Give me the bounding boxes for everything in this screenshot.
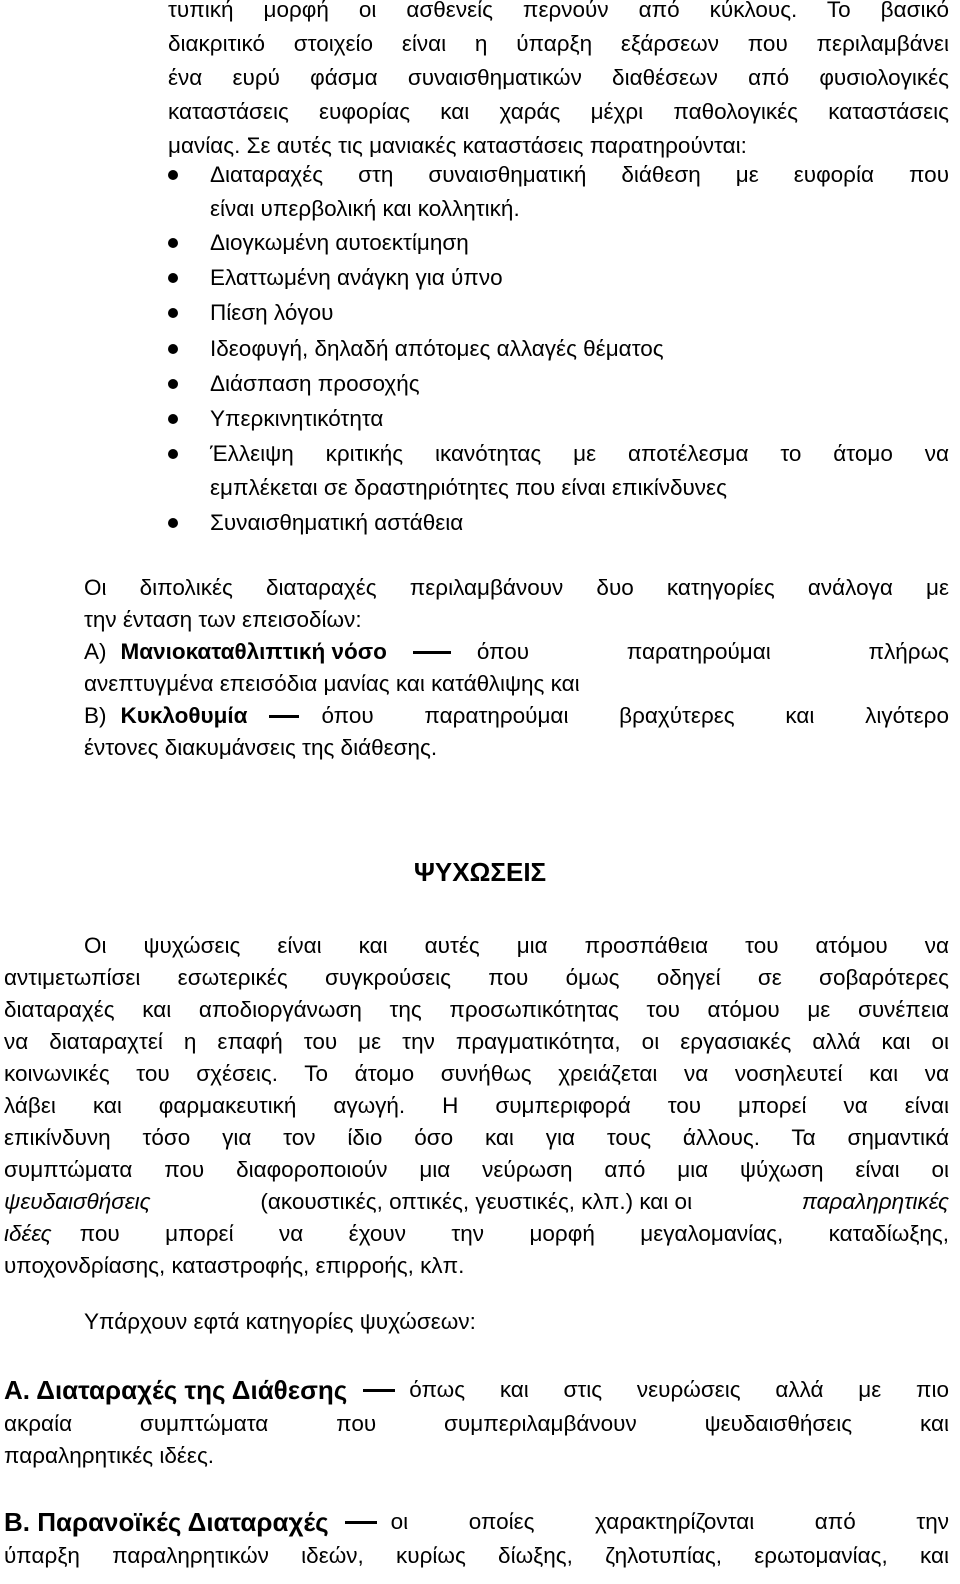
text-line: παραληρητικές ιδέες. (4, 1443, 215, 1468)
text-line: διακριτικό στοιχείο είναι η ύπαρξη εξάρσεων που περιλαμβάνει (168, 31, 949, 56)
bullet-icon (168, 449, 178, 459)
category-a-line (84, 636, 949, 668)
text-line: υποχονδρίασης, καταστροφής, επιρροής, κλπ. (4, 1253, 465, 1278)
text-line: έντονες διακυμάνσεις της διάθεσης. (84, 735, 438, 760)
category-a-rest: όπου παρατηρούμαι πλήρως (476, 639, 949, 664)
category-a-term: Μανιοκαταθλιπτική νόσο (120, 639, 387, 664)
text-line: ακραία συμπτώματα που συμπεριλαμβάνουν ψευδαισθήσεις και (4, 1411, 949, 1436)
category-a-prefix: Α) (84, 639, 107, 664)
section-title: ΨΥΧΩΣΕΙΣ (413, 857, 547, 887)
categories-intro: Υπάρχουν εφτά κατηγορίες ψυχώσεων: (84, 1309, 476, 1334)
term-delusional: παραληρητικές (801, 1189, 949, 1214)
text-line: ανεπτυγμένα επεισόδια μανίας και κατάθλιψης και (84, 671, 580, 696)
text-fragment: που μπορεί να έχουν την μορφή μεγαλομανίας, καταδίωξης, (79, 1221, 949, 1246)
category-b-label: Β. Παρανοϊκές Διαταραχές (4, 1507, 329, 1537)
list-item-text: εμπλέκεται σε δραστηριότητες που είναι επικίνδυνες (210, 475, 727, 500)
text-line (4, 1218, 949, 1250)
bullet-icon (168, 238, 178, 248)
text-line (4, 1372, 949, 1408)
text-line: συμπτώματα που διαφοροποιούν μια νεύρωση από μια ψύχωση είναι οι (4, 1157, 949, 1182)
category-a-label: Α. Διαταραχές της Διάθεσης (4, 1375, 348, 1405)
category-b-term: Κυκλοθυμία (120, 703, 248, 728)
dash-separator (413, 651, 451, 654)
list-item-text: Διάσπαση προσοχής (210, 371, 420, 396)
text-line: αντιμετωπίσει εσωτερικές συγκρούσεις που όμως οδηγεί σε σοβαρότερες (4, 965, 949, 990)
dash-separator (363, 1389, 395, 1392)
text-line: Οι διπολικές διαταραχές περιλαμβάνουν δυο κατηγορίες ανάλογα με (84, 575, 949, 600)
text-line (4, 1186, 949, 1218)
bullet-icon (168, 344, 178, 354)
list-item-text: Έλλειψη κριτικής ικανότητας με αποτέλεσμα το άτομο να (210, 441, 949, 466)
text-line: την ένταση των επεισοδίων: (84, 607, 362, 632)
bullet-icon (168, 518, 178, 528)
text-line: καταστάσεις ευφορίας και χαράς μέχρι παθολογικές καταστάσεις (168, 99, 949, 124)
text-fragment: (ακουστικές, οπτικές, γευστικές, κλπ.) και οι (260, 1189, 693, 1214)
term-ideas: ιδέες (4, 1221, 52, 1246)
text-line: μανίας. Σε αυτές τις μανιακές καταστάσεις παρατηρούνται: (168, 133, 747, 158)
dash-separator (345, 1521, 377, 1524)
term-hallucinations: ψευδαισθήσεις (4, 1189, 151, 1214)
list-item-text: Διαταραχές στη συναισθηματική διάθεση με ευφορία που (210, 162, 949, 187)
list-item-text: Ιδεοφυγή, δηλαδή απότομες αλλαγές θέματος (210, 336, 664, 361)
text-line: ένα ευρύ φάσμα συναισθηματικών διαθέσεων από φυσιολογικές (168, 65, 949, 90)
category-b-rest: όπου παρατηρούμαι βραχύτερες και λιγότερο (321, 703, 949, 728)
category-b-line (84, 700, 949, 732)
list-item-text: είναι υπερβολική και κολλητική. (210, 196, 520, 221)
dash-separator (269, 715, 299, 718)
text-line: λάβει και φαρμακευτική αγωγή. Η συμπεριφορά του μπορεί να είναι (4, 1093, 949, 1118)
bullet-icon (168, 308, 178, 318)
text-line: επικίνδυνη τόσο για τον ίδιο όσο και για τους άλλους. Τα σημαντικά (4, 1125, 949, 1150)
text-line: ύπαρξη παραληρητικών ιδεών, κυρίως δίωξης, ζηλοτυπίας, ερωτομανίας, και (4, 1543, 949, 1568)
bullet-icon (168, 273, 178, 283)
text-line: τυπική μορφή οι ασθενείς περνούν από κύκλους. Το βασικό (168, 0, 949, 22)
bullet-icon (168, 170, 178, 180)
text-line: να διαταραχτεί η επαφή του με την πραγματικότητα, οι εργασιακές αλλά και οι (4, 1029, 949, 1054)
text-line: διαταραχές και αποδιοργάνωση της προσωπικότητας του ατόμου με συνέπεια (4, 997, 949, 1022)
text-fragment: όπως και στις νευρώσεις αλλά με πιο (409, 1377, 949, 1402)
list-item-text: Υπερκινητικότητα (210, 406, 384, 431)
bullet-icon (168, 379, 178, 389)
list-item-text: Συναισθηματική αστάθεια (210, 510, 464, 535)
list-item-text: Πίεση λόγου (210, 300, 334, 325)
bullet-icon (168, 414, 178, 424)
list-item-text: Διογκωμένη αυτοεκτίμηση (210, 230, 469, 255)
text-line (4, 1504, 949, 1540)
text-line: κοινωνικές του σχέσεις. Το άτομο συνήθως χρειάζεται να νοσηλευτεί και να (4, 1061, 949, 1086)
category-b-prefix: Β) (84, 703, 107, 728)
text-line: Οι ψυχώσεις είναι και αυτές μια προσπάθεια του ατόμου να (84, 933, 949, 958)
text-fragment: οι οποίες χαρακτηρίζονται από την (390, 1509, 949, 1534)
list-item-text: Ελαττωμένη ανάγκη για ύπνο (210, 265, 503, 290)
